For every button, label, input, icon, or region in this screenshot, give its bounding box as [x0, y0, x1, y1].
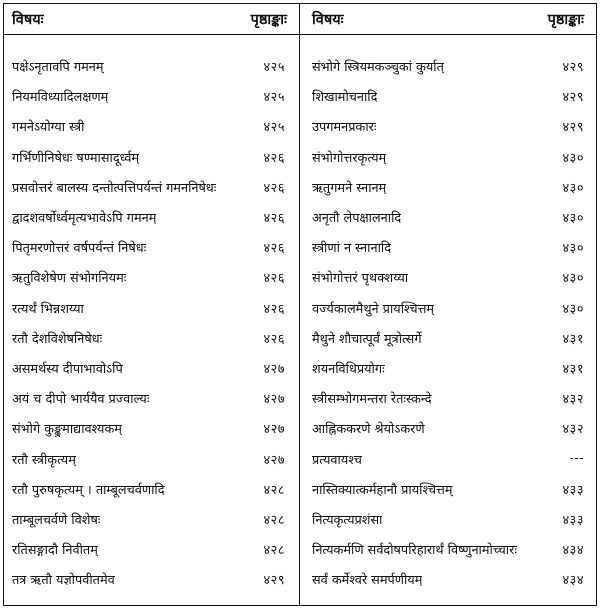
- entry-title: प्रत्यवायश्च: [312, 452, 362, 468]
- entry-title: तत्र ऋतौ यज्ञोपवीतमेव: [12, 573, 115, 589]
- index-entry: [300, 474, 596, 504]
- right-column: [300, 4, 596, 605]
- entry-page-number: ४३१: [562, 331, 584, 347]
- entry-title: ऋतुविशेषेण संभोगनियमः: [12, 271, 127, 287]
- index-entry: [300, 564, 596, 594]
- index-entry: [4, 262, 299, 292]
- index-entry: [4, 293, 299, 323]
- subject-heading: विषयः: [12, 11, 44, 28]
- entry-title: शयनविधिप्रयोगः: [312, 361, 385, 377]
- entry-page-number: ४२७: [263, 361, 285, 377]
- index-entry: [300, 232, 596, 262]
- left-column-header: [4, 4, 299, 35]
- index-entry: [300, 443, 596, 473]
- entry-page-number: ---: [569, 451, 584, 467]
- entry-title: नित्यकृत्यप्रशंसा: [312, 512, 383, 528]
- index-entry: [4, 172, 299, 202]
- entry-page-number: ४२६: [263, 241, 285, 257]
- right-entries: [300, 35, 596, 594]
- entry-title: स्त्रीसम्भोगमन्तरा रेतःस्कन्दे: [312, 392, 432, 408]
- index-entry: [300, 172, 596, 202]
- entry-title: संभोगोत्तरं पृथक्शय्या: [312, 271, 409, 287]
- entry-page-number: ४३०: [562, 271, 584, 287]
- entry-page-number: ४२९: [562, 90, 584, 106]
- index-entry: [300, 383, 596, 413]
- entry-title: उपगमनप्रकारः: [312, 120, 377, 136]
- index-entry: [4, 51, 299, 81]
- index-entry: [300, 353, 596, 383]
- entry-page-number: ४२८: [263, 543, 285, 559]
- entry-title: नियमविध्यादिलक्षणम्: [12, 90, 109, 106]
- index-entry: [4, 323, 299, 353]
- index-entry: [4, 443, 299, 473]
- entry-page-number: ४३३: [562, 512, 584, 528]
- index-entry: [300, 142, 596, 172]
- index-entry: [300, 202, 596, 232]
- index-entry: [300, 413, 596, 443]
- index-entry: [4, 202, 299, 232]
- entry-title: संभोगे स्त्रियमकञ्चुकां कुर्यात्: [312, 60, 444, 76]
- entry-page-number: ४३०: [562, 301, 584, 317]
- index-table: [3, 3, 597, 606]
- entry-title: अयं च दीपो भार्ययैव प्रज्वाल्यः: [12, 392, 150, 408]
- index-entry: [300, 51, 596, 81]
- entry-page-number: ४२८: [263, 512, 285, 528]
- index-entry: [300, 111, 596, 141]
- entry-page-number: ४२६: [263, 150, 285, 166]
- entry-title: रतौ स्त्रीकृत्यम्: [12, 452, 76, 468]
- index-entry: [4, 81, 299, 111]
- entry-page-number: ४३२: [562, 392, 584, 408]
- right-column-header: [300, 4, 596, 35]
- entry-page-number: ४२७: [263, 422, 285, 438]
- entry-title: स्त्रीणां न स्नानादि: [312, 241, 391, 257]
- entry-page-number: ४३३: [562, 482, 584, 498]
- entry-title: पक्षेऽनृतावपि गमनम्: [12, 60, 104, 76]
- entry-page-number: ४३४: [562, 543, 584, 559]
- entry-title: रत्यर्थं भिन्नशय्या: [12, 301, 84, 317]
- entry-title: ऋतुगमने स्नानम्: [312, 180, 387, 196]
- entry-title: मैथुने शौचात्पूर्वं मूत्रोत्सर्गे: [312, 331, 422, 347]
- entry-page-number: ४२५: [263, 60, 285, 76]
- entry-title: वर्ज्यकालमैथुने प्रायश्चित्तम्: [312, 301, 435, 317]
- index-entry: [300, 262, 596, 292]
- entry-title: असमर्थस्य दीपाभावोऽपि: [12, 361, 123, 377]
- page-number-heading: पृष्ठाङ्काः: [250, 11, 287, 28]
- entry-title: रतौ देशविशेषनिषेधः: [12, 331, 103, 347]
- index-entry: [300, 323, 596, 353]
- entry-title: नित्यकर्मणि सर्वदोषपरिहारार्थं विष्णुनामोच्चारः: [312, 543, 517, 559]
- entry-title: अनृतौ लेपक्षालनादि: [312, 211, 402, 227]
- entry-page-number: ४२९: [562, 60, 584, 76]
- entry-title: संभोगोत्तरकृत्यम्: [312, 150, 387, 166]
- entry-page-number: ४२६: [263, 211, 285, 227]
- index-entry: [4, 534, 299, 564]
- entry-page-number: ४२६: [263, 301, 285, 317]
- entry-title: रतौ पुरुषकृत्यम् । ताम्बूलचर्वणादि: [12, 482, 165, 498]
- page-number-heading: पृष्ठाङ्काः: [547, 11, 584, 28]
- subject-heading: विषयः: [312, 11, 344, 28]
- entry-title: प्रसवोत्तरं बालस्य दन्तोत्पत्तिपर्यन्तं गमननिषेधः: [12, 180, 217, 196]
- entry-page-number: ४३०: [562, 241, 584, 257]
- entry-title: नास्तिक्यात्कर्महानौ प्रायश्चित्तम्: [312, 482, 453, 498]
- entry-page-number: ४२९: [562, 120, 584, 136]
- entry-title: द्वादशवर्षोर्ध्वमृत्यभावेऽपि गमनम्: [12, 211, 157, 227]
- entry-page-number: ४२७: [263, 392, 285, 408]
- index-entry: [4, 142, 299, 172]
- index-entry: [4, 504, 299, 534]
- index-entry: [4, 474, 299, 504]
- entry-title: शिखामोचनादि: [312, 90, 378, 106]
- entry-page-number: ४२७: [263, 452, 285, 468]
- index-entry: [4, 564, 299, 594]
- entry-title: गर्भिणीनिषेधः षण्मासादूर्ध्वम्: [12, 150, 140, 166]
- entry-page-number: ४२६: [263, 331, 285, 347]
- entry-page-number: ४३१: [562, 361, 584, 377]
- index-entry: [300, 81, 596, 111]
- entry-page-number: ४२९: [263, 573, 285, 589]
- index-entry: [4, 413, 299, 443]
- left-column: [4, 4, 300, 605]
- index-entry: [4, 353, 299, 383]
- index-entry: [300, 293, 596, 323]
- index-entry: [300, 534, 596, 564]
- entry-title: गमनेऽयोग्या स्त्री: [12, 120, 85, 136]
- left-entries: [4, 35, 299, 594]
- entry-title: पितृमरणोत्तरं वर्षपर्यन्तं निषेधः: [12, 241, 147, 257]
- entry-page-number: ४३२: [562, 422, 584, 438]
- entry-page-number: ४३०: [562, 180, 584, 196]
- entry-title: रतिसङ्गादौ निवीतम्: [12, 543, 98, 559]
- entry-page-number: ४३०: [562, 211, 584, 227]
- entry-page-number: ४२५: [263, 90, 285, 106]
- index-entry: [4, 383, 299, 413]
- entry-title: संभोगे कुङ्कुमाद्यावश्यकम्: [12, 422, 122, 438]
- entry-page-number: ४२५: [263, 120, 285, 136]
- entry-page-number: ४२६: [263, 271, 285, 287]
- entry-title: सर्वं कर्मेश्वरे समर्पणीयम्: [312, 573, 423, 589]
- entry-page-number: ४२८: [263, 482, 285, 498]
- index-entry: [4, 232, 299, 262]
- entry-page-number: ४३०: [562, 150, 584, 166]
- entry-page-number: ४३४: [562, 573, 584, 589]
- entry-title: आह्निककरणे श्रेयोऽकरणे: [312, 422, 425, 438]
- index-entry: [4, 111, 299, 141]
- entry-page-number: ४२६: [263, 180, 285, 196]
- entry-title: ताम्बूलचर्वणे विशेषः: [12, 512, 101, 528]
- index-entry: [300, 504, 596, 534]
